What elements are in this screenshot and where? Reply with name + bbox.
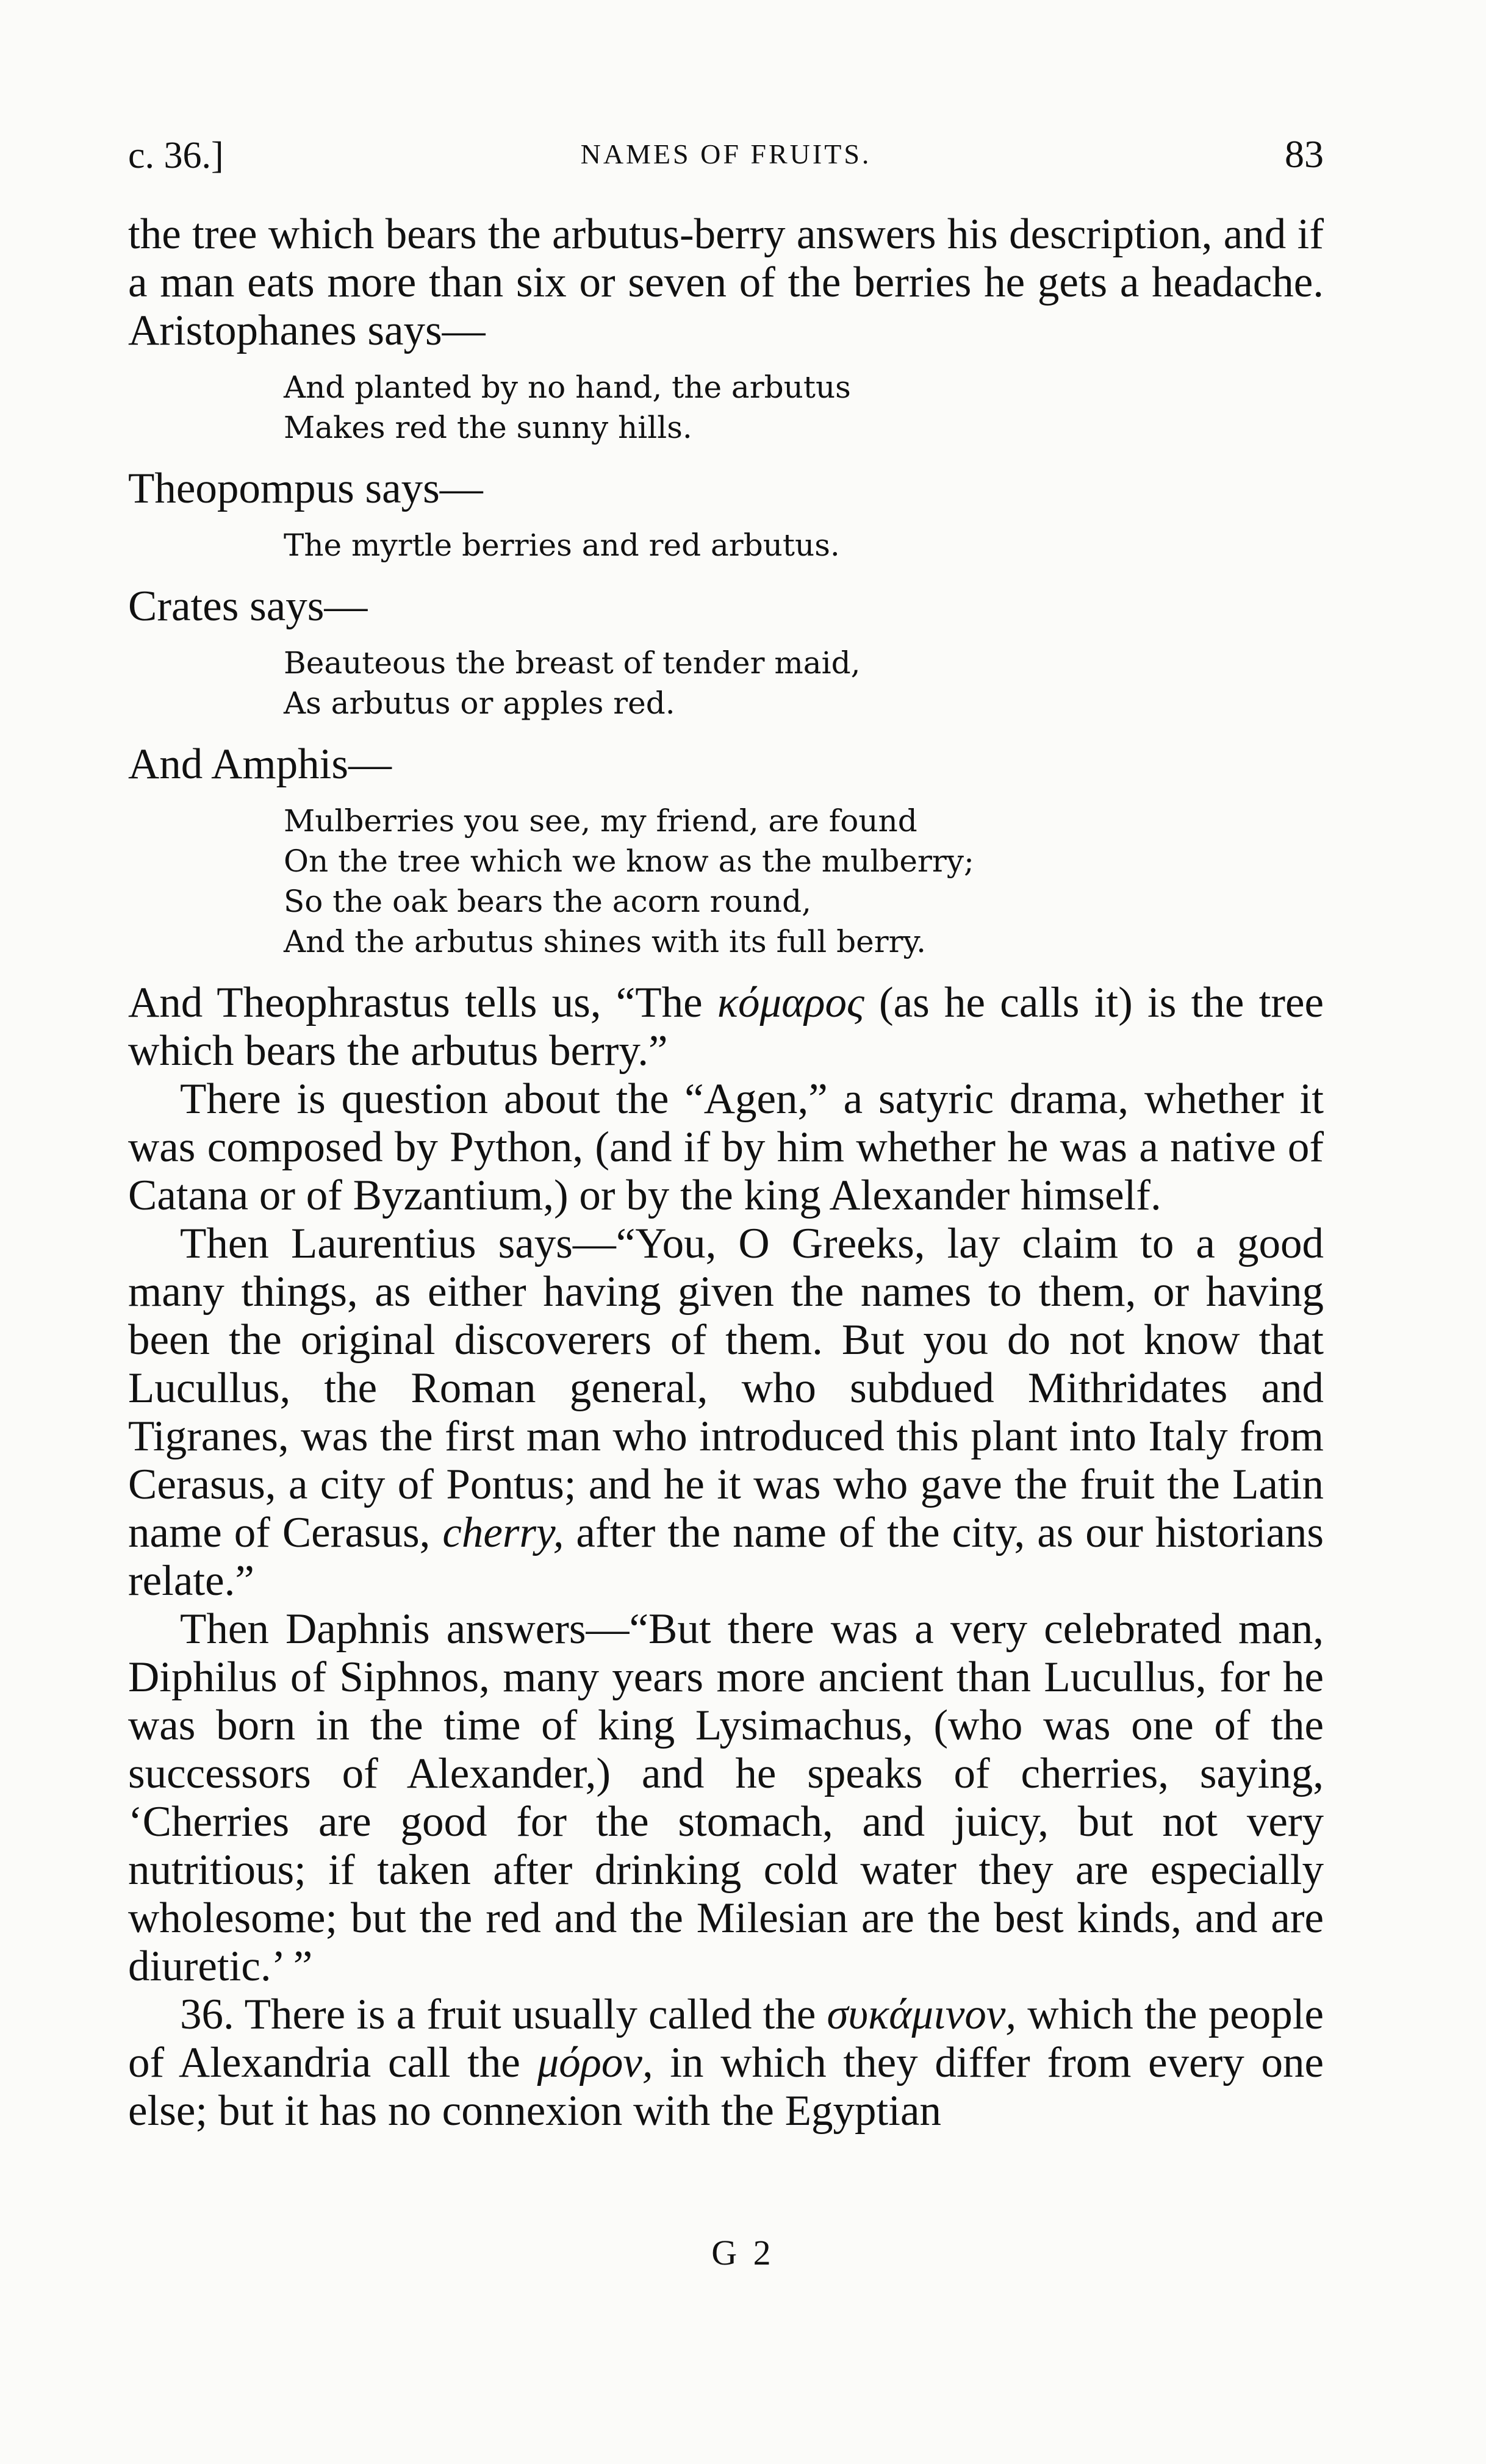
verse-line: And the arbutus shines with its full berry. [284, 924, 927, 959]
italic-word: cherry, [442, 1509, 564, 1556]
paragraph: the tree which bears the arbutus-berry answers his description, and if a man eats more than six or seven of the berries he gets a headache. Aristophanes says— [128, 210, 1324, 354]
text-run: (as he calls it) is the tree which bears the arbutus berry.” [128, 979, 1324, 1075]
paragraph-theophrastus [128, 979, 1324, 1075]
page-body [128, 210, 1324, 2135]
running-header [128, 134, 1324, 183]
page-number: 83 [1285, 132, 1324, 176]
text-run: after the name of the city, as our historians relate.” [128, 1509, 1324, 1605]
verse-line: Makes red the sunny hills. [284, 410, 692, 445]
paragraph: And Amphis— [128, 740, 392, 788]
verse-line: The myrtle berries and red arbutus. [284, 528, 840, 563]
signature-mark: G 2 [711, 2233, 775, 2272]
paragraph: Crates says— [128, 582, 368, 630]
verse-line: So the oak bears the acorn round, [284, 884, 811, 919]
running-title: NAMES OF FRUITS. [580, 138, 872, 170]
text-run: in which they differ from every one else; but it has no connexion with the Egyptian [128, 2039, 1324, 2135]
text-run: which the people of Alexandria call the [128, 1991, 1324, 2086]
text-run: 36. There is a fruit usually called the [180, 1991, 827, 2038]
verse-quote-theopompus [128, 525, 1324, 565]
greek-word: κόμαρος [717, 979, 864, 1026]
chapter-reference: c. 36.] [128, 135, 224, 176]
verse-line: As arbutus or apples red. [284, 686, 675, 721]
paragraph-daphnis: Then Daphnis answers—“But there was a very celebrated man, Diphilus of Siphnos, many years more ancient than Lucullus, for he was born in the time of king Lysimachus, (who was one of the successors of Alexander,) and he speaks of cherries, saying, ‘Cherries are good for the stomach, and juicy, but not very nutritious; if taken after drinking cold water they are especially wholesome; but the red and the Milesian are the best kinds, and are diuretic.’ ” [128, 1605, 1324, 1990]
verse-quote-amphis [128, 801, 1324, 962]
paragraph-agen: There is question about the “Agen,” a satyric drama, whether it was composed by Python, (and if by him whether he was a native of Catana or of Byzantium,) or by the king Alexander himself. [128, 1075, 1324, 1219]
paragraph: Theopompus says— [128, 465, 483, 512]
text-run: Then Laurentius says—“You, O Greeks, lay claim to a good many things, as either having given the names to them, or having been the original discoverers of them. But you do not know that Lucullus, the Roman general, who subdued Mithridates and Tigranes, was the first man who introduced this plant into Italy from Cerasus, a city of Pontus; and he it was who gave the fruit the Latin name of Cerasus, [128, 1220, 1324, 1556]
text-run: And Theophrastus tells us, “The [128, 979, 717, 1026]
verse-line: On the tree which we know as the mulberry; [284, 843, 974, 879]
verse-quote-aristophanes [128, 367, 1324, 448]
paragraph-section-36 [128, 1991, 1324, 2135]
verse-line: Mulberries you see, my friend, are found [284, 803, 917, 839]
greek-word: μόρον, [537, 2039, 653, 2086]
greek-word: συκάμινον, [827, 1991, 1017, 2038]
verse-quote-crates [128, 643, 1324, 723]
verse-line: And planted by no hand, the arbutus [284, 370, 851, 405]
paragraph-laurentius [128, 1220, 1324, 1605]
verse-line: Beauteous the breast of tender maid, [284, 645, 861, 681]
